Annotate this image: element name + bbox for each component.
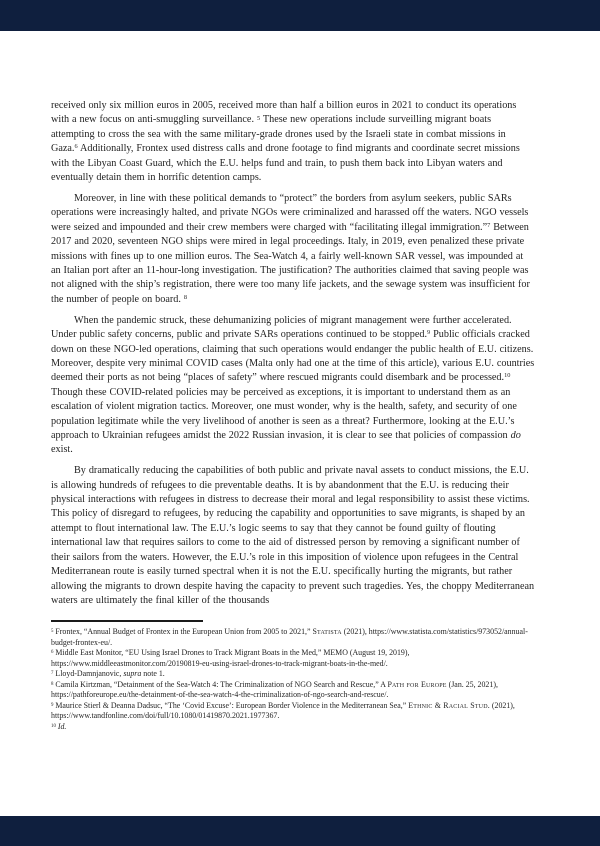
- footnote-10: $^{10}$ Id.: [51, 721, 67, 731]
- footnote-separator: [51, 620, 203, 622]
- footnote-6: $^6$ Middle East Monitor, “EU Using Israel Drones to Track Migrant Boats in the Med,” MEMO (August 19, 2019), https://www.middleeastmonitor.com/20190819-eu-using-israel-drones-to-track-migrant-boats-in-the-med/.: [51, 648, 410, 668]
- footnotes-section: [51, 620, 535, 732]
- footnote-9: $^9$ Maurice Stierl & Deanna Dadsuc, “The ‘Covid Excuse’: European Border Violence in the Mediterranean Sea,” Ethnic & Racial Stud. (2021), https://www.tandfonline.com/doi/full/10.1080/01419870.2021.1977367.: [51, 700, 515, 721]
- body-paragraph-1: received only six million euros in 2005, received more than half a billion euros in 2021 to conduct its operations with a new focus on anti-smuggling surveillance. $^5$ These new operations include surveilling migrant boats attempting to cross the sea with the same military-grade drones used by the Israeli state in combat missions in Gaza.$^6$ Additionally, Frontex used distress calls and drone footage to find migrants and coordinate secret missions with the Libyan Coast Guard, which the E.U. helps fund and train, to push them back into Libyan waters and eventually detain them in horrific detention camps.: [51, 100, 520, 184]
- footnote-7: $^7$ Lloyd-Damnjanovic, supra note 1.: [51, 669, 165, 679]
- footnote-5: $^5$ Frontex, “Annual Budget of Frontex in the European Union from 2005 to 2021,” Statista (2021), https://www.statista.com/statistics/973052/annual-budget-frontex-eu/.: [51, 627, 528, 647]
- top-border-bar: [0, 0, 600, 31]
- footnote-8: $^8$ Camila Kirtzman, “Detainment of the Sea-Watch 4: The Criminalization of NGO Search and Rescue,” A Path for Europe (Jan. 25, 2021), https://pathforeurope.eu/the-detainment-of-the-sea-watch-4-the-criminalization-of-ngo-search-and-rescue/.: [51, 679, 498, 700]
- body-paragraph-2: Moreover, in line with these political demands to “protect” the borders from asylum seekers, public SARs operations were increasingly halted, and private NGOs were criminalized and harassed off the waters. NGO vessels were seized and impounded and their crew members were charged with “facilitating illegal immigration.”$^7$ Between 2017 and 2020, seventeen NGO ships were mired in legal proceedings. Italy, in 2019, even penalized these private missions with fines up to one million euros. The Sea-Watch 4, a fairly well-known SAR vessel, was impounded at an Italian port after an 11-hour-long investigation. The justification? The authorities claimed that saving people was not aligned with the ship’s registration, there were too many life jackets, and the sewage system was insufficient for the number of people on board. $^8$: [51, 192, 530, 305]
- page-content: [51, 99, 535, 732]
- body-paragraph-4: By dramatically reducing the capabilities of both public and private naval assets to conduct missions, the E.U. is allowing hundreds of refugees to die preventable deaths. It is by abandonment that the E.U. is reducing their physical interactions with refugees in distress to decrease their moral and legal responsibility to assist these victims. This policy of disregard to refugees, by reducing the capability and opportunities to save migrants, is shaped by an attempt to flout international law. The E.U.’s logic seems to say that they cannot be found guilty of flouting international law that requires sailors to come to the aid of distressed person by removing a significant number of their sailors from the waters. However, the E.U.’s role in this imposition of violence upon refugees in the Central Mediterranean route is easily turned spectral when it is not the E.U. specifically hurting the migrants, but rather allowing the migrants to drown despite having the capacity to prevent such tragedies. Yes, the choppy Mediterranean waters are ultimately the final killer of the thousands: [51, 465, 535, 606]
- bottom-border-bar: [0, 816, 600, 846]
- body-paragraph-3: When the pandemic struck, these dehumanizing policies of migrant management were further accelerated. Under public safety concerns, public and private SARs operations continued to be stopped.$^9$ Public officials cracked down on these NGO-led operations, claiming that such operations would endanger the public health of E.U. citizens. Moreover, despite very minimal COVID cases (Malta only had one at the time of this article), various E.U. countries deemed their ports as not being “places of safety” where rescued migrants could disembark and be processed.$^{10}$ Though these COVID-related policies may be perceived as exceptions, it is important to understand them as an escalation of violent migration tactics. Moreover, one must wonder, why is the health, safety, and security of one population legitimate while the very livelihood of another is seen as a threat? Furthermore, looking at the E.U.’s approach to Ukrainian refugees amidst the 2022 Russian invasion, it is clear to see that policies of compassion do exist.: [51, 314, 535, 456]
